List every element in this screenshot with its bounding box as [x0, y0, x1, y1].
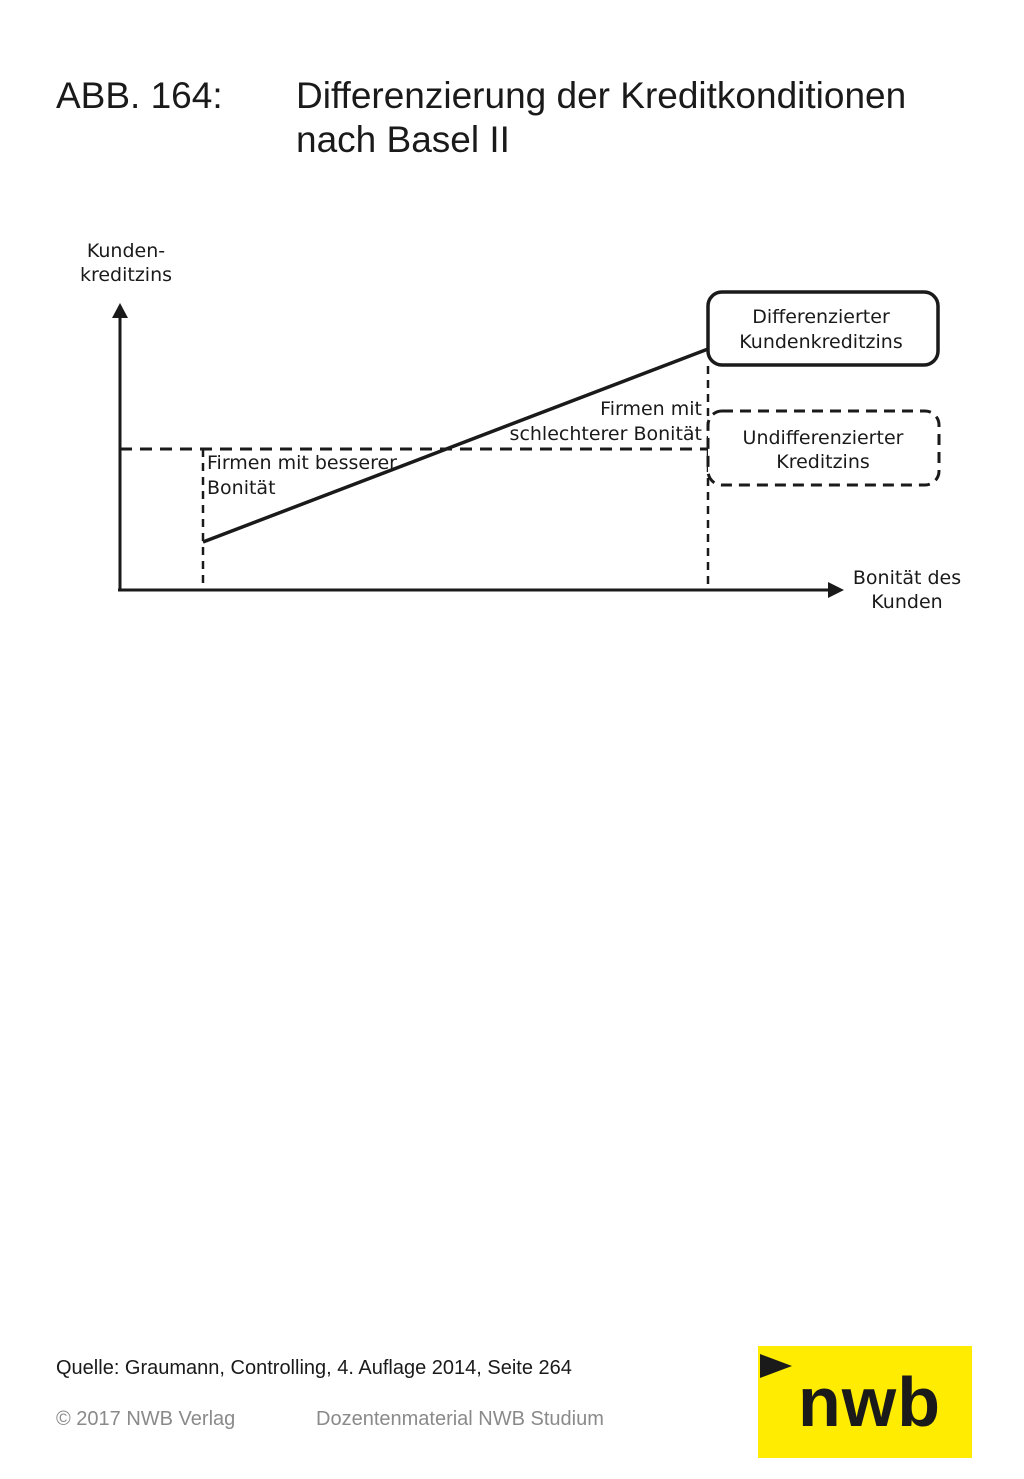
y-axis-arrow — [112, 303, 128, 318]
logo-arrow-icon — [760, 1354, 792, 1378]
worse-rating-label-line-1: Firmen mit — [600, 398, 702, 420]
credit-conditions-diagram — [0, 0, 1024, 700]
title-line-2: nach Basel II — [296, 119, 510, 160]
source-citation: Quelle: Graumann, Controlling, 4. Auflage 2014, Seite 264 — [56, 1357, 572, 1379]
differentiated-box-line-2: Kundenkreditzins — [739, 331, 903, 353]
figure-number: ABB. 164: — [56, 75, 223, 116]
undifferentiated-box-line-2: Kreditzins — [776, 451, 870, 473]
differentiated-rate-line — [203, 349, 708, 542]
differentiated-rate-box — [708, 292, 938, 365]
differentiated-box-line-1: Differenzierter — [752, 306, 890, 328]
logo-text: nwb — [798, 1363, 941, 1441]
y-axis-label-line-1: Kunden- — [86, 240, 166, 262]
better-rating-label-line-2: Bonität — [207, 477, 276, 499]
better-rating-label-line-1: Firmen mit besserer — [207, 452, 397, 474]
copyright-notice: © 2017 NWB Verlag — [56, 1408, 236, 1430]
undifferentiated-box-line-1: Undifferenzierter — [742, 427, 904, 449]
title-line-1: Differenzierung der Kreditkonditionen — [296, 75, 907, 116]
material-note: Dozentenmaterial NWB Studium — [316, 1408, 604, 1430]
worse-rating-label-line-2: schlechterer Bonität — [509, 423, 702, 445]
y-axis-label-line-2: kreditzins — [79, 264, 173, 286]
x-axis-label-line-2: Kunden — [871, 591, 943, 613]
nwb-logo — [758, 1346, 972, 1458]
x-axis-label-line-1: Bonität des — [852, 567, 962, 589]
x-axis-arrow — [828, 582, 844, 598]
